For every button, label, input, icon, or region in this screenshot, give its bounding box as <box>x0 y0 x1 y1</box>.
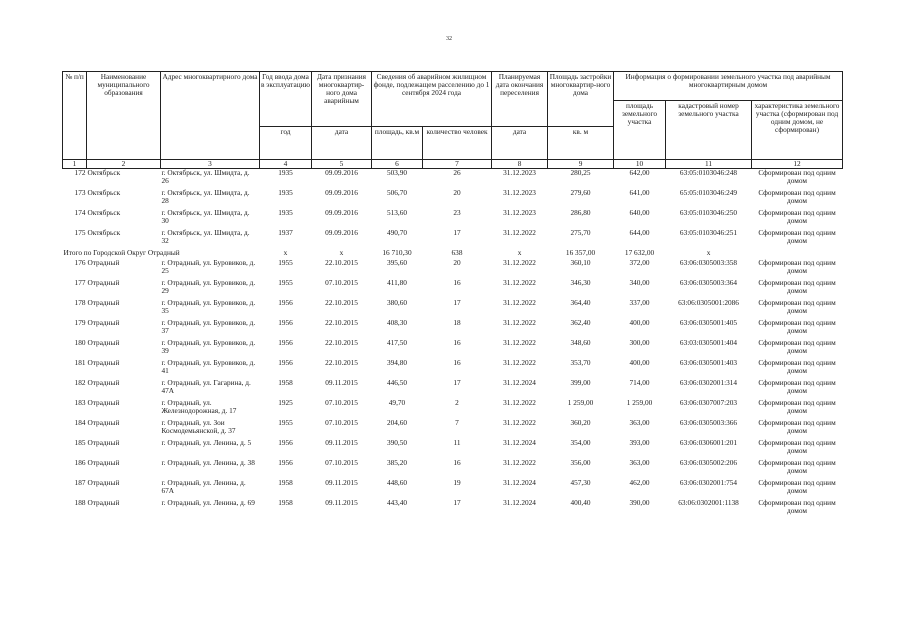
row-number: 176 <box>74 259 86 267</box>
land-area-cell: 644,00 <box>629 229 650 237</box>
year-cell: 1958 <box>278 479 293 487</box>
address-cell: г. Отрадный, ул. Ленина, д. 38 <box>161 459 255 467</box>
plan-date-cell: 31.12.2023 <box>503 168 536 177</box>
plan-date-cell: 31.12.2022 <box>503 279 536 287</box>
table-row <box>63 499 843 519</box>
column-number: 1 <box>63 160 87 169</box>
year-cell: 1956 <box>278 439 293 447</box>
row-number: 174 <box>74 209 86 217</box>
area-cell: 503,90 <box>386 168 408 177</box>
built-area-cell: 280,25 <box>570 168 591 177</box>
people-cell: 23 <box>453 209 461 217</box>
row-number: 173 <box>74 189 86 197</box>
total-date: х <box>339 249 344 257</box>
year-cell: 1935 <box>278 189 293 197</box>
emergency-date-cell: 09.09.2016 <box>325 168 358 177</box>
cadastral-cell: 65:05:0103046:249 <box>679 189 738 197</box>
total-people: 638 <box>451 249 463 257</box>
address-cell: г. Отрадный, ул. Зои Космодемьянской, д. 37 <box>161 419 236 435</box>
plan-date-cell: 31.12.2022 <box>503 419 536 427</box>
header-address: Адрес многоквартирного дома <box>161 72 260 160</box>
column-numbers-row <box>63 160 843 169</box>
cadastral-cell: 63:06:0305003:358 <box>679 259 738 267</box>
document-sheet <box>62 71 842 519</box>
built-area-cell: 360,20 <box>570 419 591 427</box>
column-number: 3 <box>161 160 260 169</box>
year-cell: 1956 <box>278 319 293 327</box>
municipality-cell: Отрадный <box>87 499 120 507</box>
address-cell: г. Октябрьск, ул. Шмидта, д. 28 <box>161 189 250 205</box>
table-row <box>63 399 843 419</box>
land-area-cell: 714,00 <box>629 379 650 387</box>
column-number: 2 <box>87 160 161 169</box>
row-number: 172 <box>74 168 86 177</box>
cadastral-cell: 63:06:0302001:754 <box>679 479 738 487</box>
land-area-cell: 640,00 <box>629 209 650 217</box>
column-number: 12 <box>752 160 843 169</box>
table-row <box>63 299 843 319</box>
row-number: 179 <box>74 319 86 327</box>
table-row <box>63 209 843 229</box>
cadastral-cell: 63:06:0305001:403 <box>679 359 738 367</box>
cadastral-cell: 63:06:0302001:1138 <box>678 499 739 507</box>
people-cell: 18 <box>453 319 461 327</box>
built-area-cell: 400,40 <box>570 499 591 507</box>
area-cell: 443,40 <box>386 499 408 507</box>
land-area-cell: 1 259,00 <box>626 399 653 407</box>
row-number: 178 <box>74 299 86 307</box>
total-empty <box>752 249 843 259</box>
land-area-cell: 642,00 <box>629 168 650 177</box>
people-cell: 26 <box>453 168 461 177</box>
land-characteristic-cell: Сформирован под одним домом <box>758 319 836 335</box>
emergency-date-cell: 22.10.2015 <box>325 299 358 307</box>
emergency-date-cell: 09.11.2015 <box>325 499 358 507</box>
municipality-cell: Отрадный <box>87 359 120 367</box>
area-cell: 408,30 <box>386 319 408 327</box>
people-cell: 20 <box>453 189 461 197</box>
people-cell: 16 <box>453 359 461 367</box>
land-characteristic-cell: Сформирован под одним домом <box>758 359 836 375</box>
row-number: 183 <box>74 399 86 407</box>
plan-date-cell: 31.12.2022 <box>503 459 536 467</box>
header-municipality: Наименование муниципального образования <box>87 72 161 160</box>
address-cell: г. Отрадный, ул. Буровиков, д. 41 <box>161 359 256 375</box>
emergency-date-cell: 22.10.2015 <box>325 339 358 347</box>
year-cell: 1958 <box>278 379 293 387</box>
emergency-date-cell: 07.10.2015 <box>325 419 358 427</box>
header-land-info: Информация о формировании земельного участка под аварийным многоквартирным домом <box>614 72 843 101</box>
land-characteristic-cell: Сформирован под одним домом <box>758 499 836 515</box>
total-plan-date: х <box>517 249 522 257</box>
municipality-cell: Октябрьск <box>87 168 121 177</box>
built-area-cell: 362,40 <box>570 319 591 327</box>
year-cell: 1958 <box>278 499 293 507</box>
unit-year: год <box>260 127 312 160</box>
table-row <box>63 319 843 339</box>
land-area-cell: 363,00 <box>629 419 650 427</box>
header-year: Год ввода дома в эксплуатацию <box>260 72 312 127</box>
land-characteristic-cell: Сформирован под одним домом <box>758 439 836 455</box>
address-cell: г. Отрадный, ул. Ленина, д. 5 <box>161 439 252 447</box>
address-cell: г. Октябрьск, ул. Шмидта, д. 30 <box>161 209 250 225</box>
cadastral-cell: 63:06:0305003:364 <box>679 279 738 287</box>
total-built-area: 16 357,00 <box>565 249 596 257</box>
table-row <box>63 279 843 299</box>
unit-area: площадь, кв.м <box>372 127 423 160</box>
land-area-cell: 300,00 <box>629 339 650 347</box>
table-row <box>63 459 843 479</box>
area-cell: 394,80 <box>386 359 408 367</box>
column-number: 8 <box>492 160 548 169</box>
emergency-date-cell: 07.10.2015 <box>325 279 358 287</box>
land-area-cell: 400,00 <box>629 359 650 367</box>
year-cell: 1955 <box>278 419 293 427</box>
people-cell: 7 <box>455 419 459 427</box>
plan-date-cell: 31.12.2022 <box>503 319 536 327</box>
built-area-cell: 348,60 <box>570 339 591 347</box>
people-cell: 19 <box>453 479 461 487</box>
cadastral-cell: 63:06:0305001:2086 <box>678 299 739 307</box>
emergency-date-cell: 22.10.2015 <box>325 319 358 327</box>
year-cell: 1956 <box>278 459 293 467</box>
year-cell: 1937 <box>278 229 293 237</box>
header-date-emergency: Дата признания многоквартир-ного дома аварийным <box>312 72 372 127</box>
total-year: х <box>283 249 288 257</box>
municipality-cell: Отрадный <box>87 479 120 487</box>
built-area-cell: 364,40 <box>570 299 591 307</box>
row-number: 180 <box>74 339 86 347</box>
land-area-cell: 337,00 <box>629 299 650 307</box>
plan-date-cell: 31.12.2024 <box>503 379 536 387</box>
municipality-cell: Отрадный <box>87 439 120 447</box>
built-area-cell: 399,00 <box>570 379 591 387</box>
emergency-date-cell: 22.10.2015 <box>325 359 358 367</box>
area-cell: 390,50 <box>386 439 408 447</box>
address-cell: г. Отрадный, ул. Ленина, д. 69 <box>161 499 255 507</box>
built-area-cell: 356,00 <box>570 459 591 467</box>
emergency-date-cell: 09.09.2016 <box>325 189 358 197</box>
table-row <box>63 379 843 399</box>
plan-date-cell: 31.12.2022 <box>503 229 536 237</box>
cadastral-cell: 63:06:0305001:405 <box>679 319 738 327</box>
built-area-cell: 360,10 <box>570 259 591 267</box>
land-characteristic-cell: Сформирован под одним домом <box>758 419 836 435</box>
cadastral-cell: 63:05:0103046:251 <box>679 229 738 237</box>
land-area-cell: 393,00 <box>629 439 650 447</box>
land-characteristic-cell: Сформирован под одним домом <box>758 479 836 495</box>
column-number: 10 <box>614 160 666 169</box>
column-number: 7 <box>423 160 492 169</box>
area-cell: 417,50 <box>386 339 408 347</box>
area-cell: 204,60 <box>386 419 408 427</box>
area-cell: 490,70 <box>386 229 408 237</box>
land-area-cell: 363,00 <box>629 459 650 467</box>
row-number: 188 <box>74 499 86 507</box>
table-row <box>63 169 843 190</box>
year-cell: 1956 <box>278 299 293 307</box>
address-cell: г. Отрадный, ул. Буровиков, д. 35 <box>161 299 256 315</box>
address-cell: г. Октябрьск, ул. Шмидта, д. 26 <box>161 168 250 185</box>
land-area-cell: 641,00 <box>629 189 650 197</box>
municipality-cell: Октябрьск <box>87 209 121 217</box>
address-cell: г. Отрадный, ул. Железнодорожная, д. 17 <box>161 399 237 415</box>
cadastral-cell: 63:06:0306001:201 <box>679 439 738 447</box>
column-number: 5 <box>312 160 372 169</box>
municipality-cell: Октябрьск <box>87 229 121 237</box>
land-characteristic-cell: Сформирован под одним домом <box>758 189 836 205</box>
built-area-cell: 346,30 <box>570 279 591 287</box>
header-plan-date: Планируемая дата окончания переселения <box>492 72 548 127</box>
plan-date-cell: 31.12.2022 <box>503 299 536 307</box>
area-cell: 380,60 <box>386 299 408 307</box>
area-cell: 448,60 <box>386 479 408 487</box>
land-characteristic-cell: Сформирован под одним домом <box>758 379 836 395</box>
emergency-date-cell: 09.11.2015 <box>325 479 358 487</box>
table-row <box>63 339 843 359</box>
row-number: 175 <box>74 229 86 237</box>
area-cell: 411,80 <box>387 279 407 287</box>
land-characteristic-cell: Сформирован под одним домом <box>758 168 836 185</box>
plan-date-cell: 31.12.2023 <box>503 189 536 197</box>
emergency-date-cell: 09.09.2016 <box>325 229 358 237</box>
emergency-date-cell: 09.09.2016 <box>325 209 358 217</box>
municipality-cell: Октябрьск <box>87 189 121 197</box>
row-number: 181 <box>74 359 86 367</box>
year-cell: 1935 <box>278 168 293 177</box>
row-number: 185 <box>74 439 86 447</box>
plan-date-cell: 31.12.2022 <box>503 339 536 347</box>
row-number: 177 <box>74 279 86 287</box>
built-area-cell: 1 259,00 <box>567 399 594 407</box>
address-cell: г. Отрадный, ул. Гагарина, д. 47А <box>161 379 251 395</box>
unit-plan-date: дата <box>492 127 548 160</box>
cadastral-cell: 63:03:0305001:404 <box>679 339 738 347</box>
header-cadastral: кадастровый номер земельного участка <box>666 101 752 160</box>
row-number: 184 <box>74 419 86 427</box>
plan-date-cell: 31.12.2024 <box>503 479 536 487</box>
built-area-cell: 353,70 <box>570 359 591 367</box>
people-cell: 16 <box>453 339 461 347</box>
table-row <box>63 439 843 459</box>
people-cell: 2 <box>455 399 459 407</box>
column-number: 11 <box>666 160 752 169</box>
plan-date-cell: 31.12.2024 <box>503 499 536 507</box>
address-cell: г. Отрадный, ул. Буровиков, д. 29 <box>161 279 256 295</box>
column-number: 4 <box>260 160 312 169</box>
cadastral-cell: 63:06:0305002:206 <box>679 459 738 467</box>
total-area: 16 710,30 <box>382 249 412 257</box>
land-characteristic-cell: Сформирован под одним домом <box>758 459 836 475</box>
plan-date-cell: 31.12.2023 <box>503 209 536 217</box>
land-area-cell: 462,00 <box>629 479 650 487</box>
year-cell: 1925 <box>278 399 293 407</box>
municipality-cell: Отрадный <box>87 419 120 427</box>
people-cell: 16 <box>453 279 461 287</box>
total-label: Итого по Городской Округ Отрадный <box>63 249 180 257</box>
land-area-cell: 340,00 <box>629 279 650 287</box>
built-area-cell: 354,00 <box>570 439 591 447</box>
column-number: 6 <box>372 160 423 169</box>
area-cell: 446,50 <box>386 379 408 387</box>
header-land-characteristic: характеристика земельного участка (сформирован под одним домом, не сформирован) <box>752 101 843 160</box>
header-land-area: площадь земельного участка <box>614 101 666 160</box>
people-cell: 17 <box>453 229 461 237</box>
people-cell: 17 <box>453 499 461 507</box>
address-cell: г. Отрадный, ул. Буровиков, д. 25 <box>161 259 256 275</box>
area-cell: 385,20 <box>386 459 408 467</box>
cadastral-cell: 63:06:0305003:366 <box>679 419 738 427</box>
year-cell: 1955 <box>278 259 293 267</box>
address-cell: г. Отрадный, ул. Буровиков, д. 39 <box>161 339 256 355</box>
unit-date: дата <box>312 127 372 160</box>
row-number: 186 <box>74 459 86 467</box>
municipality-cell: Отрадный <box>87 319 120 327</box>
table-row <box>63 419 843 439</box>
table-row <box>63 359 843 379</box>
area-cell: 49,70 <box>388 399 406 407</box>
land-area-cell: 390,00 <box>629 499 650 507</box>
municipality-cell: Отрадный <box>87 399 120 407</box>
table-body <box>63 169 843 520</box>
municipality-cell: Отрадный <box>87 279 120 287</box>
people-cell: 11 <box>453 439 461 447</box>
column-number: 9 <box>548 160 614 169</box>
header-num: № п/п <box>63 72 87 160</box>
page-number: 32 <box>446 36 452 42</box>
table-row <box>63 259 843 279</box>
cadastral-cell: 63:05:0103046:248 <box>679 168 738 177</box>
built-area-cell: 457,30 <box>570 479 591 487</box>
year-cell: 1956 <box>278 359 293 367</box>
unit-people: количество человек <box>423 127 492 160</box>
year-cell: 1955 <box>278 279 293 287</box>
people-cell: 17 <box>453 299 461 307</box>
land-characteristic-cell: Сформирован под одним домом <box>758 399 836 415</box>
land-characteristic-cell: Сформирован под одним домом <box>758 229 836 245</box>
area-cell: 506,70 <box>386 189 408 197</box>
land-characteristic-cell: Сформирован под одним домом <box>758 299 836 315</box>
land-area-cell: 372,00 <box>629 259 650 267</box>
unit-built: кв. м <box>548 127 614 160</box>
header-built-area: Площадь застройки многоквартир-ного дома <box>548 72 614 127</box>
land-characteristic-cell: Сформирован под одним домом <box>758 279 836 295</box>
plan-date-cell: 31.12.2022 <box>503 399 536 407</box>
municipality-cell: Отрадный <box>87 259 120 267</box>
address-cell: г. Отрадный, ул. Буровиков, д. 37 <box>161 319 256 335</box>
table-row <box>63 229 843 249</box>
land-characteristic-cell: Сформирован под одним домом <box>758 339 836 355</box>
total-cadastral: х <box>706 249 711 257</box>
address-cell: г. Отрадный, ул. Ленина, д. 67А <box>161 479 246 495</box>
emergency-date-cell: 09.11.2015 <box>325 379 358 387</box>
emergency-date-cell: 07.10.2015 <box>325 399 358 407</box>
land-characteristic-cell: Сформирован под одним домом <box>758 209 836 225</box>
emergency-date-cell: 07.10.2015 <box>325 459 358 467</box>
people-cell: 20 <box>453 259 461 267</box>
cadastral-cell: 63:05:0103046:250 <box>679 209 738 217</box>
address-cell: г. Октябрьск, ул. Шмидта, д. 32 <box>161 229 250 245</box>
cadastral-cell: 63:06:0302001:314 <box>679 379 738 387</box>
land-characteristic-cell: Сформирован под одним домом <box>758 259 836 275</box>
land-area-cell: 400,00 <box>629 319 650 327</box>
municipality-cell: Отрадный <box>87 379 120 387</box>
municipality-cell: Отрадный <box>87 459 120 467</box>
total-row <box>63 249 843 259</box>
plan-date-cell: 31.12.2022 <box>503 259 536 267</box>
cadastral-cell: 63:06:0307007:203 <box>679 399 738 407</box>
emergency-date-cell: 22.10.2015 <box>325 259 358 267</box>
table-row <box>63 189 843 209</box>
year-cell: 1956 <box>278 339 293 347</box>
emergency-date-cell: 09.11.2015 <box>325 439 358 447</box>
municipality-cell: Отрадный <box>87 339 120 347</box>
emergency-housing-table <box>62 71 843 519</box>
year-cell: 1935 <box>278 209 293 217</box>
area-cell: 395,60 <box>386 259 408 267</box>
row-number: 182 <box>74 379 86 387</box>
people-cell: 16 <box>453 459 461 467</box>
plan-date-cell: 31.12.2024 <box>503 439 536 447</box>
table-row <box>63 479 843 499</box>
plan-date-cell: 31.12.2022 <box>503 359 536 367</box>
municipality-cell: Отрадный <box>87 299 120 307</box>
area-cell: 513,60 <box>386 209 408 217</box>
built-area-cell: 279,60 <box>570 189 591 197</box>
total-land-area: 17 632,00 <box>624 249 655 257</box>
built-area-cell: 275,70 <box>570 229 591 237</box>
built-area-cell: 286,80 <box>570 209 591 217</box>
header-fund-info: Сведения об аварийном жилищном фонде, подлежащем расселению до 1 сентября 2024 года <box>372 72 492 127</box>
people-cell: 17 <box>453 379 461 387</box>
row-number: 187 <box>74 479 86 487</box>
